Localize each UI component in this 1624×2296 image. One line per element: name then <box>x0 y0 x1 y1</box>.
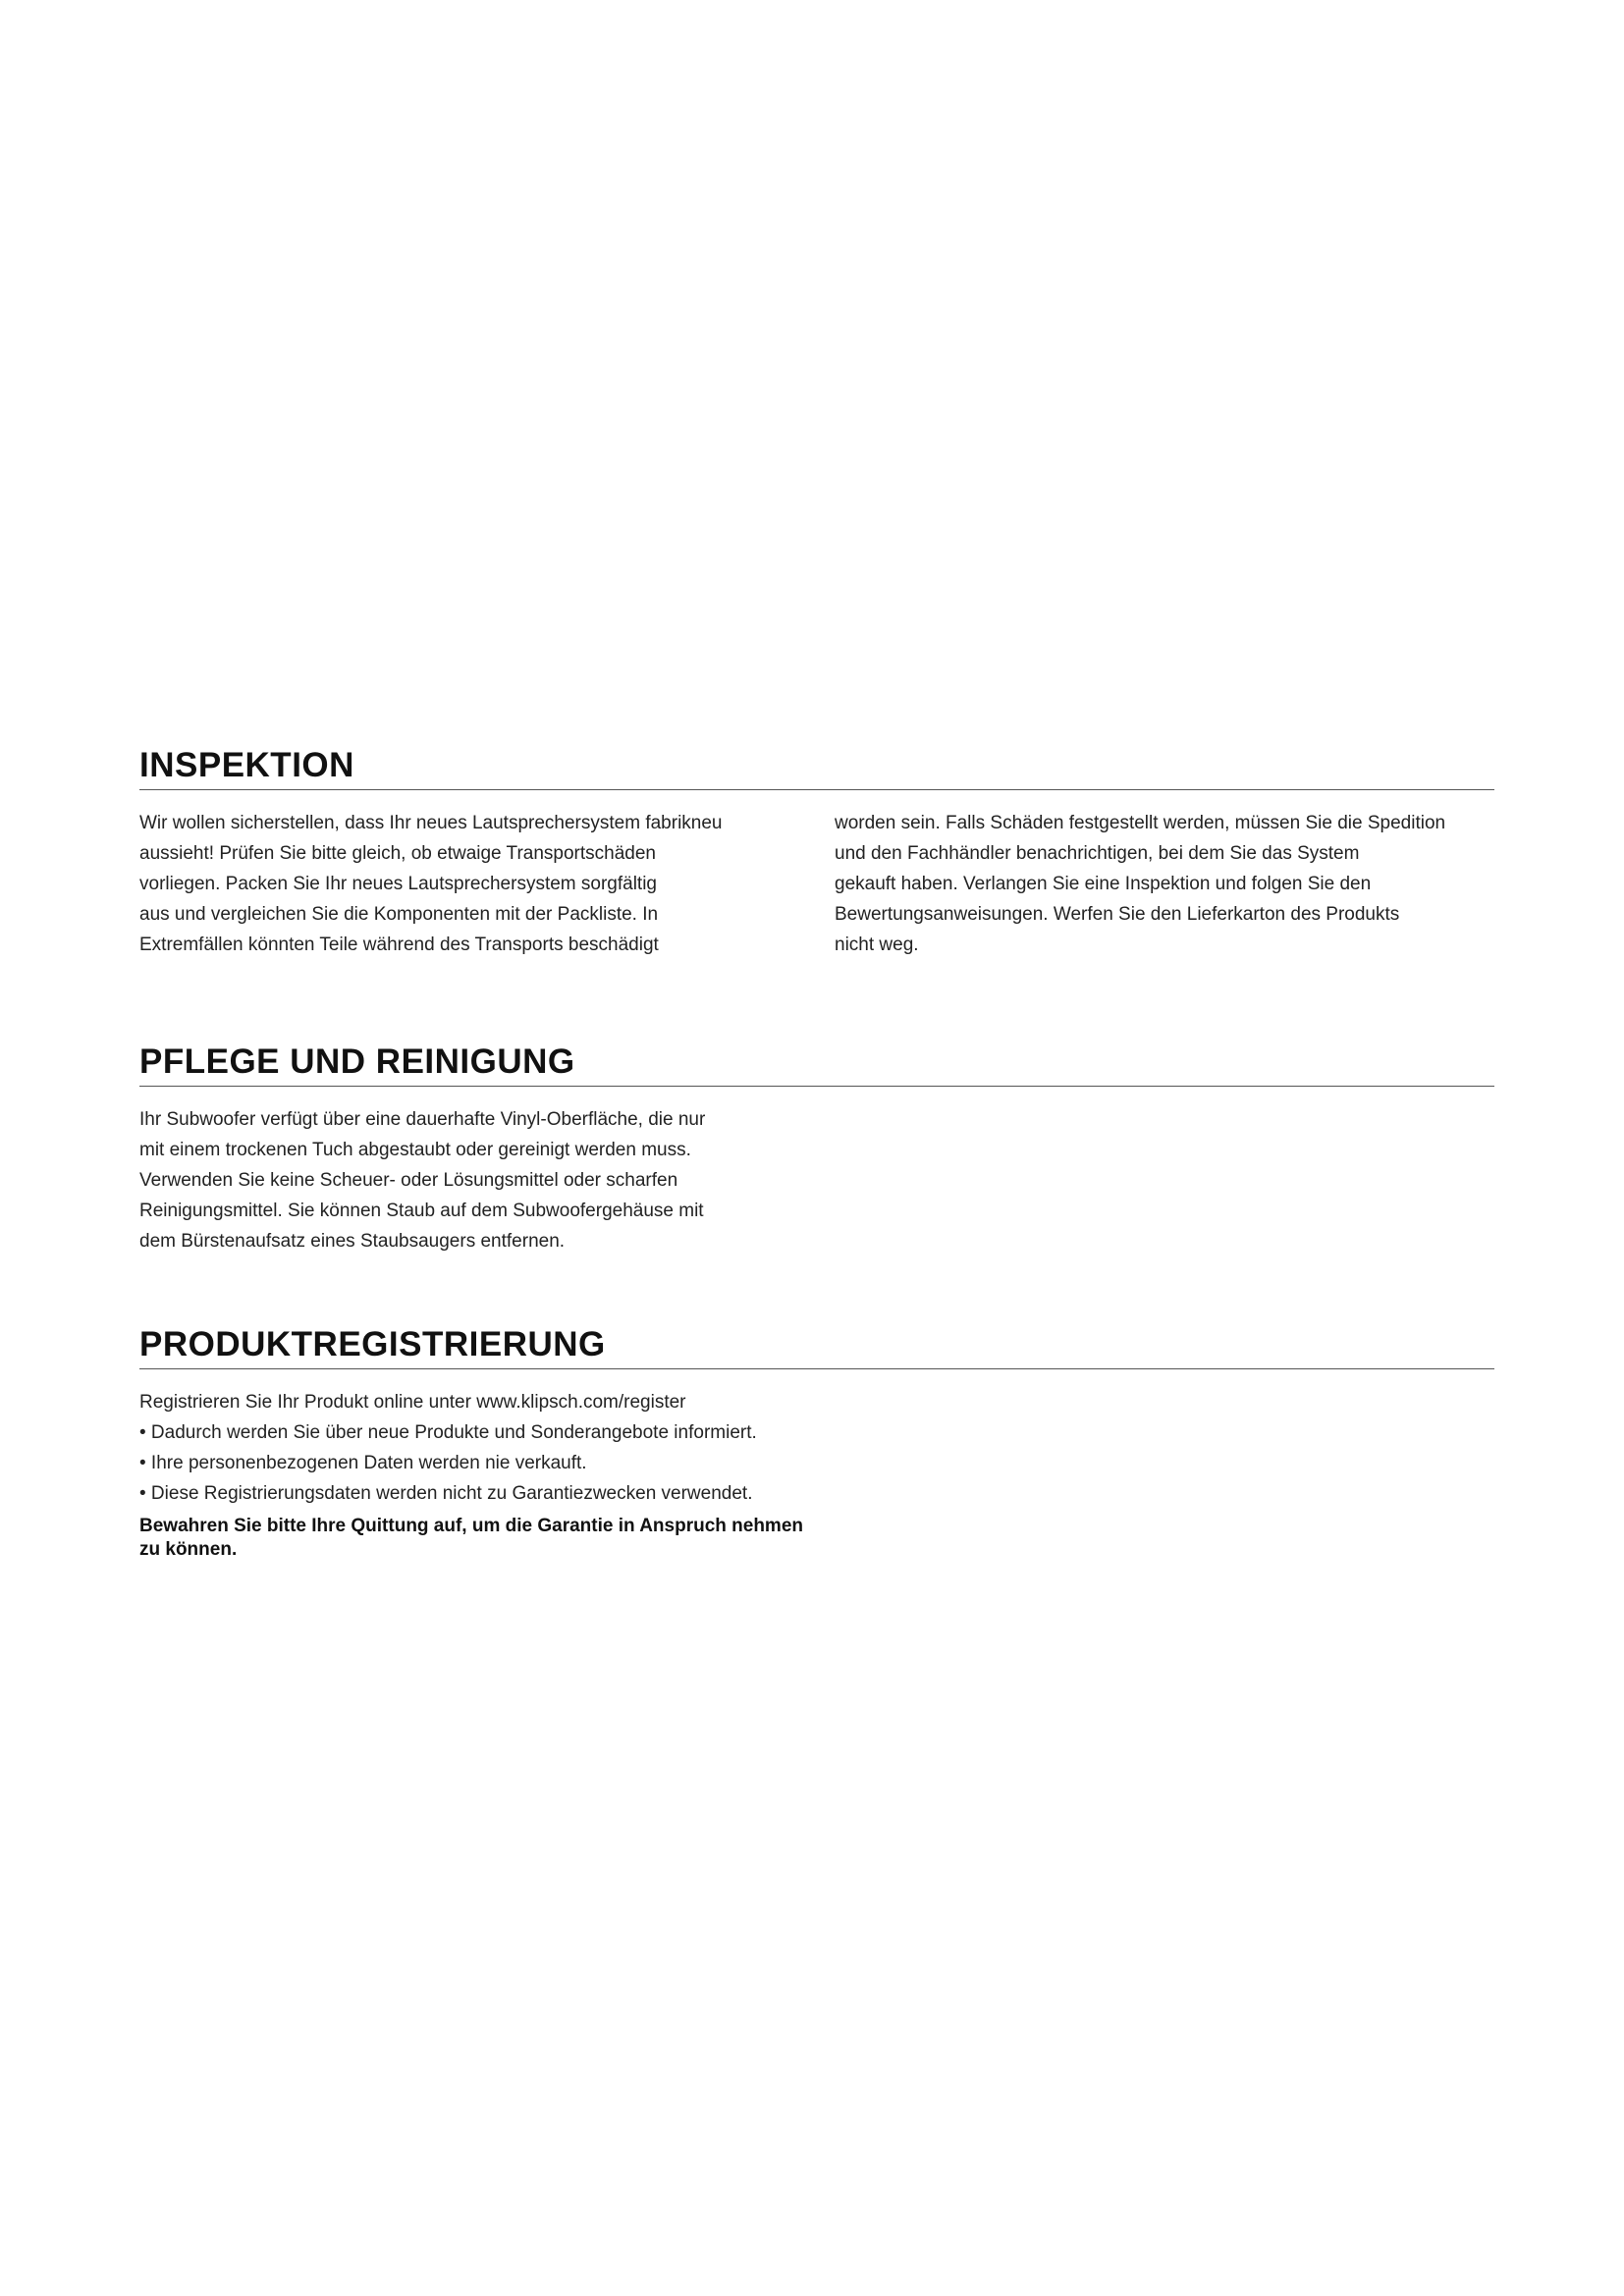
care-section <box>139 1044 1494 1256</box>
care-text <box>139 1104 748 1256</box>
text-line: Extremfällen könnten Teile während des Transports beschädigt <box>139 934 659 955</box>
receipt-note: Bewahren Sie bitte Ihre Quittung auf, um die Garantie in Anspruch nehmen zu können. <box>139 1516 803 1560</box>
inspection-section <box>139 748 1494 965</box>
text-line: dem Bürstenaufsatz eines Staubsaugers entfernen. <box>139 1231 566 1252</box>
text-line: aus und vergleichen Sie die Komponenten mit der Packliste. In <box>139 904 659 925</box>
text-line: Bewertungsanweisungen. Werfen Sie den Lieferkarton des Produkts <box>835 904 1400 925</box>
registration-text <box>139 1387 886 1509</box>
registration-divider <box>139 1368 1494 1369</box>
text-line: Wir wollen sicherstellen, dass Ihr neues Lautsprechersystem fabrikneu <box>139 813 723 833</box>
text-line: Ihr Subwoofer verfügt über eine dauerhafte Vinyl-Oberfläche, die nur <box>139 1109 706 1130</box>
text-line: Reinigungsmittel. Sie können Staub auf dem Subwoofergehäuse mit <box>139 1201 704 1221</box>
bullet-item: • Ihre personenbezogenen Daten werden nie verkauft. <box>139 1453 587 1473</box>
inspection-heading: INSPEKTION <box>139 746 354 784</box>
inspection-text-left <box>139 808 748 960</box>
inspection-text-right <box>835 808 1463 960</box>
text-line: Verwenden Sie keine Scheuer- oder Lösungsmittel oder scharfen <box>139 1170 678 1191</box>
text-line: vorliegen. Packen Sie Ihr neues Lautsprechersystem sorgfältig <box>139 874 657 894</box>
registration-intro: Registrieren Sie Ihr Produkt online unter www.klipsch.com/register <box>139 1392 686 1413</box>
text-line: worden sein. Falls Schäden festgestellt werden, müssen Sie die Spedition <box>835 813 1446 833</box>
text-line: aussieht! Prüfen Sie bitte gleich, ob etwaige Transportschäden <box>139 843 656 864</box>
bullet-item: • Dadurch werden Sie über neue Produkte und Sonderangebote informiert. <box>139 1422 757 1443</box>
registration-section <box>139 1327 1494 1562</box>
text-line: mit einem trockenen Tuch abgestaubt oder gereinigt werden muss. <box>139 1140 691 1160</box>
care-divider <box>139 1086 1494 1087</box>
inspection-body <box>139 808 1494 965</box>
text-line: gekauft haben. Verlangen Sie eine Inspektion und folgen Sie den <box>835 874 1372 894</box>
bullet-item: • Diese Registrierungsdaten werden nicht zu Garantiezwecken verwendet. <box>139 1483 753 1504</box>
care-heading: PFLEGE UND REINIGUNG <box>139 1042 575 1081</box>
text-line: und den Fachhändler benachrichtigen, bei dem Sie das System <box>835 843 1360 864</box>
text-line: nicht weg. <box>835 934 919 955</box>
registration-heading: PRODUKTREGISTRIERUNG <box>139 1325 606 1363</box>
inspection-divider <box>139 789 1494 790</box>
